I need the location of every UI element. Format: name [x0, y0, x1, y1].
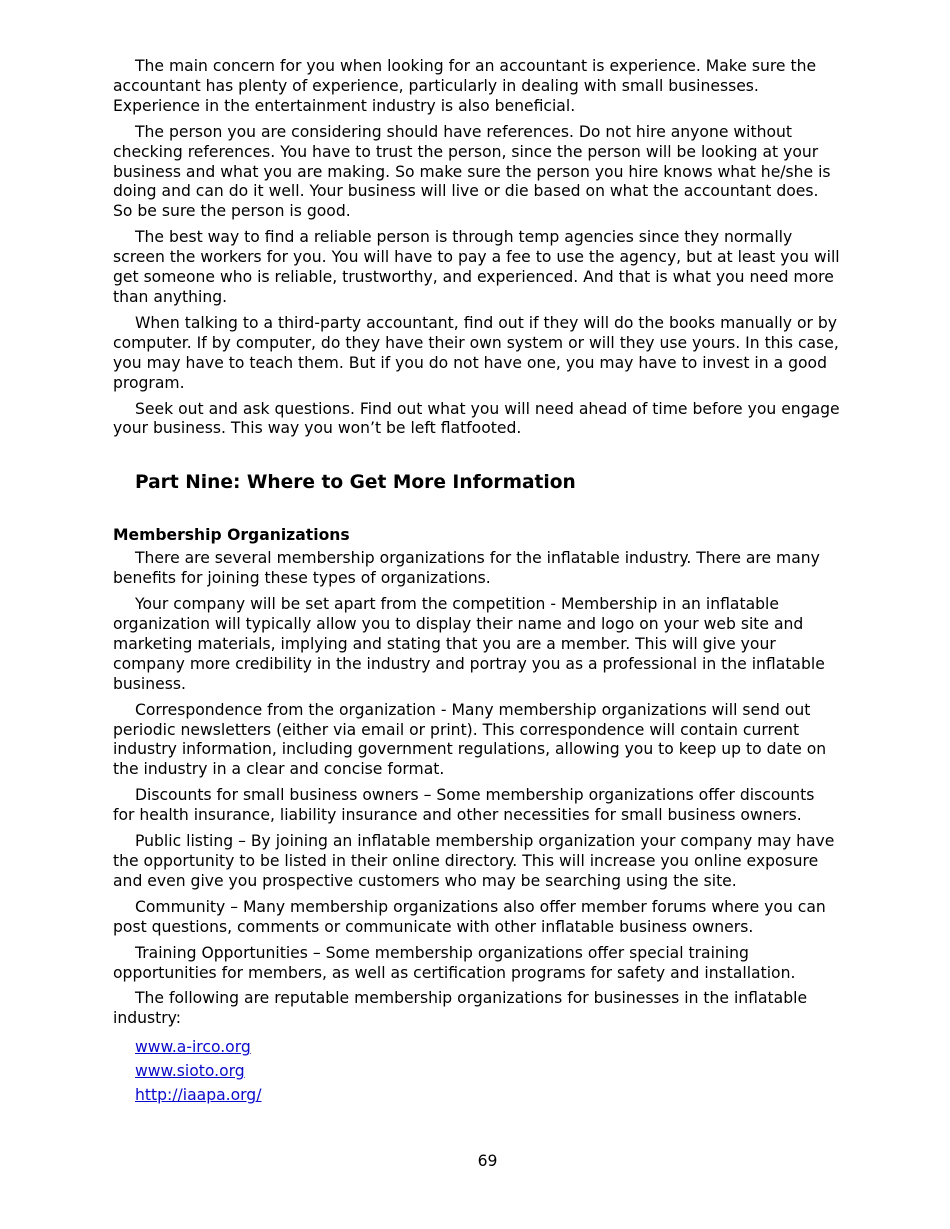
paragraph: Discounts for small business owners – Some membership organizations offer discounts for health insurance, liability insurance and other necessities for small business owners. — [113, 786, 815, 825]
paragraph: Correspondence from the organization - Many membership organizations will send out periodic newsletters (either via email or print). This correspondence will contain current industry information, including government regulations, allowing you to keep up to date on the industry in a clear and concise format. — [113, 700, 827, 779]
link-iaapa[interactable]: http://iaapa.org/ — [135, 1086, 262, 1105]
link-sioto[interactable]: www.sioto.org — [135, 1062, 245, 1081]
paragraph: The best way to find a reliable person is through temp agencies since they normally screen the workers for you. You will have to pay a fee to use the agency, but at least you will get someone who is reliable, trustworthy, and experienced. And that is what you need more than anything. — [113, 228, 840, 306]
link-a-irco[interactable]: www.a-irco.org — [135, 1038, 251, 1057]
organization-links — [135, 1035, 840, 1107]
paragraph: The main concern for you when looking for an accountant is experience. Make sure the accountant has plenty of experience, particularly in dealing with small businesses. Experience in the entertainment industry is also beneficial. — [113, 57, 817, 115]
subsection-heading: Membership Organizations — [113, 526, 350, 545]
paragraph: Training Opportunities – Some membership organizations offer special training opportunities for members, as well as certification programs for safety and installation. — [113, 943, 796, 982]
paragraph: Your company will be set apart from the competition - Membership in an inflatable organization will typically allow you to display their name and logo on your web site and marketing materials, implying and stating that you are a member. This will give your company more credibility in the industry and portray you as a professional in the inflatable business. — [113, 595, 825, 693]
paragraph: Community – Many membership organizations also offer member forums where you can post questions, comments or communicate with other inflatable business owners. — [113, 897, 826, 936]
section-heading: Part Nine: Where to Get More Information — [135, 472, 576, 494]
paragraph: The person you are considering should have references. Do not hire anyone without checking references. You have to trust the person, since the person will be looking at your business and what you are making. So make sure the person you hire knows what he/she is doing and can do it well. Your business will live or die based on what the accountant does. So be sure the person is good. — [113, 122, 831, 221]
document-page — [113, 57, 840, 1107]
paragraph: The following are reputable membership organizations for businesses in the inflatable industry: — [113, 989, 808, 1028]
paragraph: Public listing – By joining an inflatable membership organization your company may have the opportunity to be listed in their online directory. This will increase you online exposure and even give you prospective customers who may be searching using the site. — [113, 832, 835, 890]
paragraph: When talking to a third-party accountant, find out if they will do the books manually or by computer. If by computer, do they have their own system or will they use yours. In this case, you may have to teach them. But if you do not have one, you may have to invest in a good program. — [113, 313, 839, 392]
paragraph: There are several membership organizations for the inflatable industry. There are many benefits for joining these types of organizations. — [113, 549, 820, 588]
page-number: 69 — [477, 1152, 498, 1170]
paragraph: Seek out and ask questions. Find out what you will need ahead of time before you engage your business. This way you won’t be left flatfooted. — [113, 399, 840, 438]
